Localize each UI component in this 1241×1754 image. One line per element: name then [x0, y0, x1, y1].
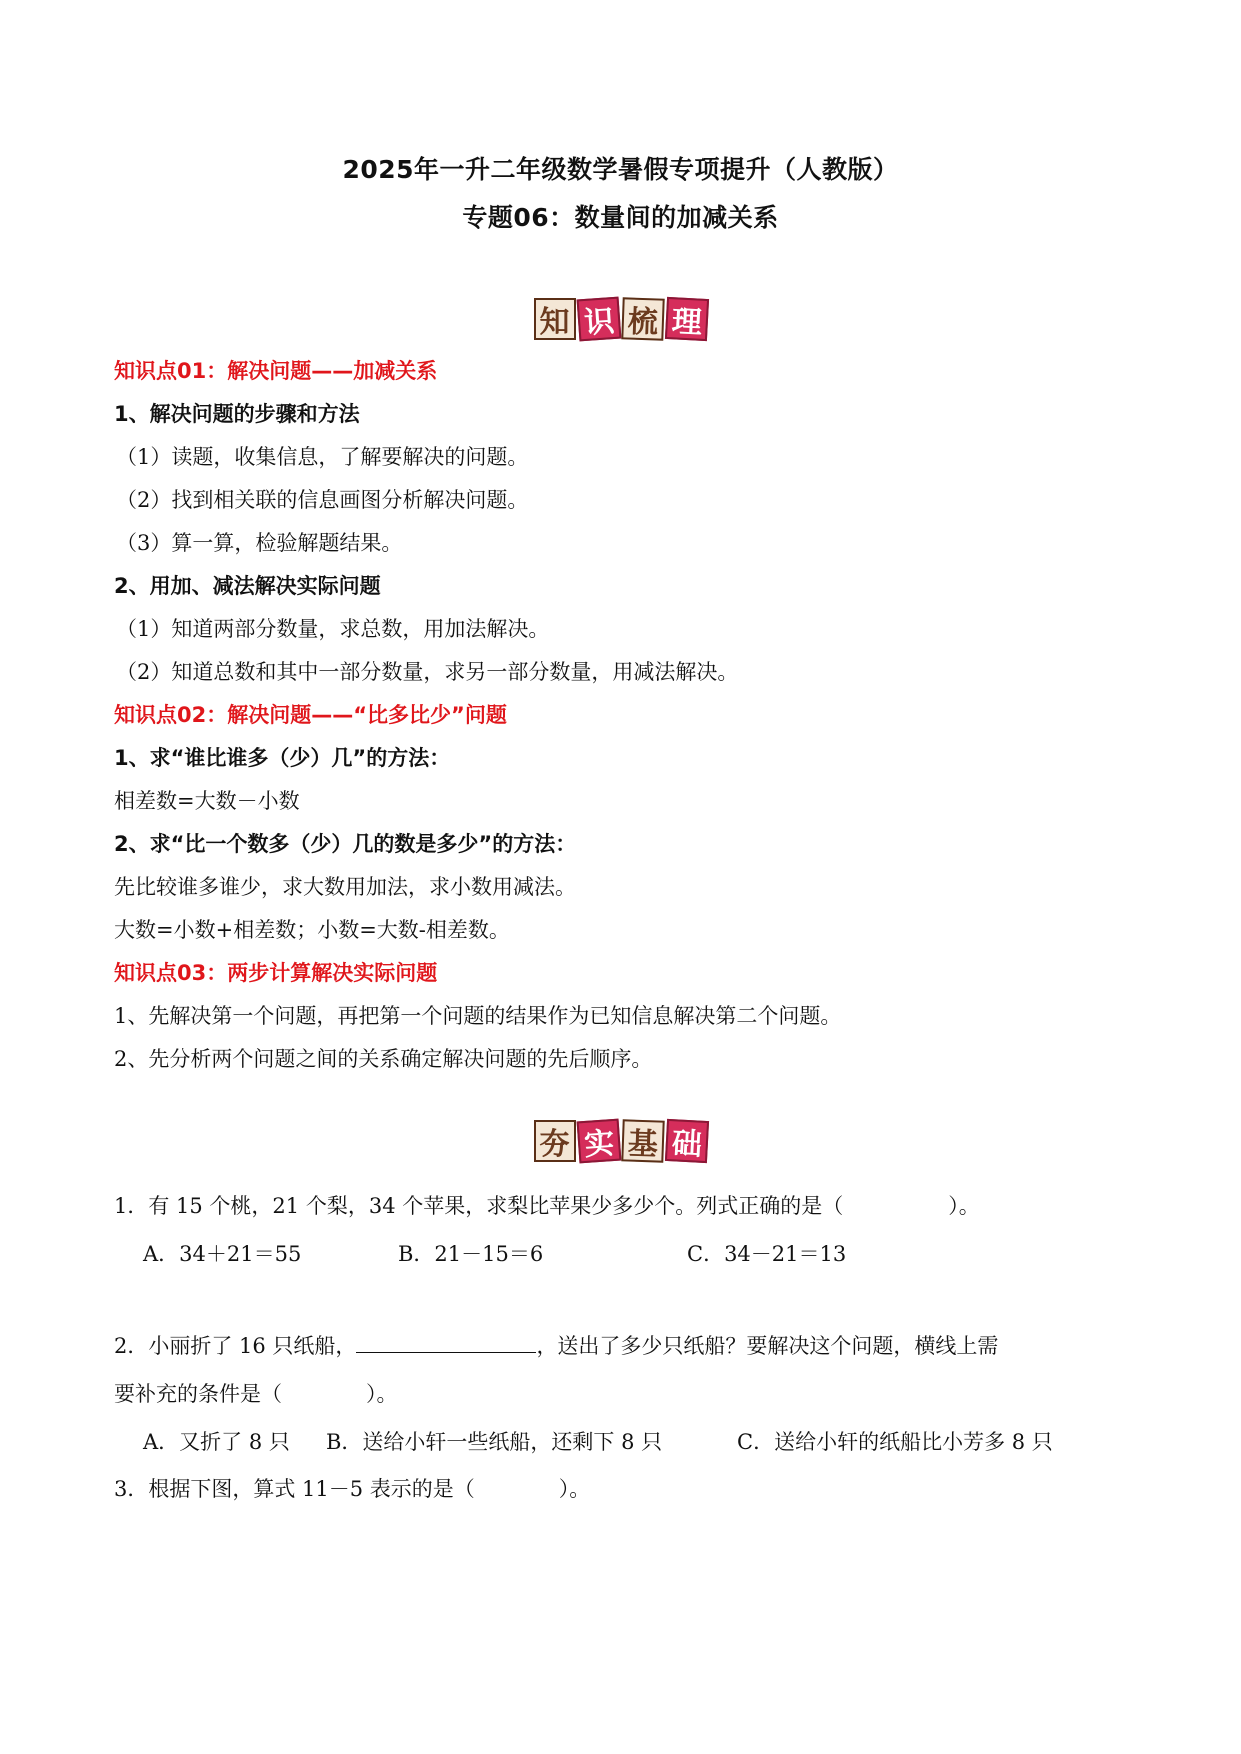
knowledge-banner: [0, 298, 1241, 340]
formula-text: 大数=小数+相差数；小数=大数-相差数。: [114, 918, 510, 942]
question-2-stem-cont: 要补充的条件是（ ）。: [114, 1382, 398, 1406]
banner-char: 梳: [621, 297, 664, 340]
banner-char: 实: [576, 1119, 621, 1164]
question-2-stem: [114, 1332, 1134, 1360]
banner-char: 础: [664, 1119, 708, 1163]
section-heading: 1、解决问题的步骤和方法: [114, 402, 360, 426]
list-item: （1）读题，收集信息，了解要解决的问题。: [116, 445, 529, 469]
document-title: 2025年一升二年级数学暑假专项提升（人教版）: [342, 155, 899, 184]
list-item: 1、先解决第一个问题，再把第一个问题的结果作为已知信息解决第二个问题。: [114, 1004, 842, 1028]
question-2-option-a: A．又折了 8 只: [143, 1430, 290, 1454]
banner-char: 识: [576, 297, 621, 342]
list-item: （2）找到相关联的信息画图分析解决问题。: [116, 488, 529, 512]
list-item: 2、先分析两个问题之间的关系确定解决问题的先后顺序。: [114, 1047, 653, 1071]
body-text: 先比较谁多谁少，求大数用加法，求小数用减法。: [114, 875, 576, 899]
question-2-option-c: C．送给小轩的纸船比小芳多 8 只: [737, 1430, 1053, 1454]
question-3-stem: 3．根据下图，算式 11－5 表示的是（ ）。: [114, 1477, 591, 1501]
section-heading: 1、求“谁比谁多（少）几”的方法：: [114, 746, 451, 770]
list-item: （2）知道总数和其中一部分数量，求另一部分数量，用减法解决。: [116, 660, 739, 684]
knowledge-point-3-heading: 知识点03：两步计算解决实际问题: [114, 961, 438, 985]
question-1-option-a: A．34＋21＝55: [143, 1242, 302, 1266]
list-item: （3）算一算，检验解题结果。: [116, 531, 403, 555]
question-1-option-b: B．21－15＝6: [398, 1242, 544, 1266]
banner-char: 夯: [534, 1120, 576, 1162]
knowledge-point-2-heading: 知识点02：解决问题——“比多比少”问题: [114, 703, 507, 727]
section-heading: 2、用加、减法解决实际问题: [114, 574, 381, 598]
knowledge-point-1-heading: 知识点01：解决问题——加减关系: [114, 359, 438, 383]
basics-banner: [0, 1120, 1241, 1162]
banner-char: 基: [621, 1119, 664, 1162]
question-2-stem-part-b: ，送出了多少只纸船？要解决这个问题，横线上需: [536, 1334, 999, 1358]
question-1-stem: 1．有 15 个桃，21 个梨，34 个苹果，求梨比苹果少多少个。列式正确的是（ ）。: [114, 1194, 980, 1218]
question-2-stem-part-a: 2．小丽折了 16 只纸船，: [114, 1334, 357, 1358]
list-item: （1）知道两部分数量，求总数，用加法解决。: [116, 617, 550, 641]
banner-char: 理: [664, 297, 708, 341]
banner-char: 知: [534, 298, 576, 340]
section-heading: 2、求“比一个数多（少）几的数是多少”的方法：: [114, 832, 577, 856]
question-1-option-c: C．34－21＝13: [687, 1242, 847, 1266]
question-2-option-b: B．送给小轩一些纸船，还剩下 8 只: [326, 1430, 663, 1454]
answer-blank[interactable]: [356, 1332, 536, 1353]
formula-text: 相差数=大数－小数: [114, 789, 300, 813]
document-subtitle: 专题06：数量间的加减关系: [462, 203, 779, 232]
